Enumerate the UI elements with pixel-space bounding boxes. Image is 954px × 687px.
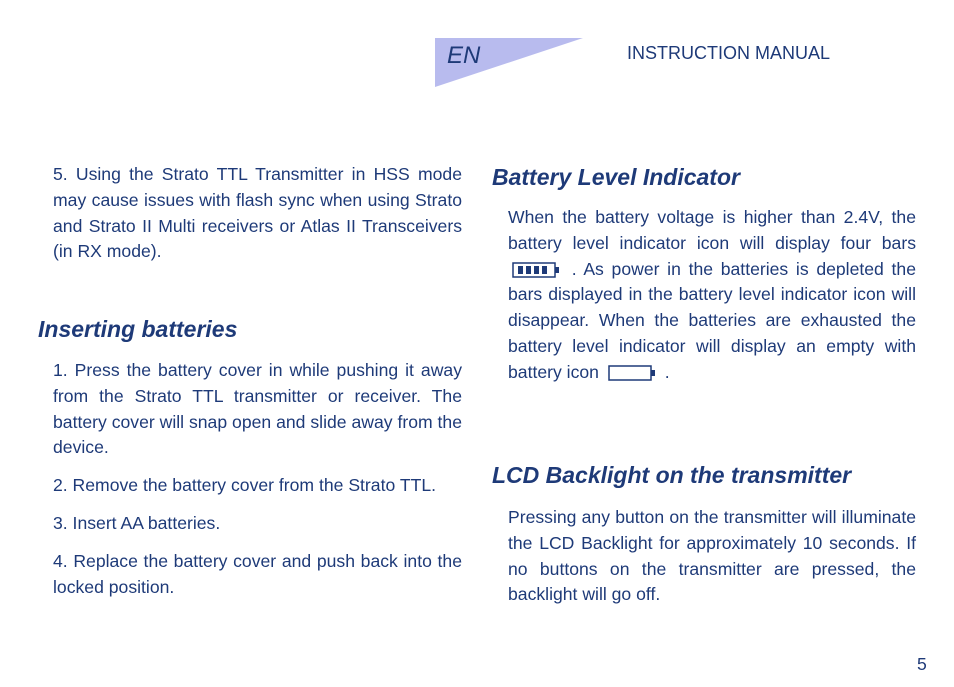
manual-title: INSTRUCTION MANUAL (627, 43, 831, 63)
steps-list (53, 358, 462, 600)
inserting-batteries-heading: Inserting batteries (38, 316, 238, 342)
language-tab (435, 38, 583, 87)
battery-level-heading: Battery Level Indicator (492, 164, 740, 190)
left-column (53, 162, 462, 265)
battery-text-part-1: When the battery voltage is higher than 2.4V, the battery level indicator icon will display four bars (508, 207, 916, 253)
battery-text-part-2: . As power in the batteries is depleted the bars displayed in the battery level indicator icon will disappear. When the batteries are exhausted the battery level indicator will display an empty with battery icon (508, 258, 916, 382)
note-5: 5. Using the Strato TTL Transmitter in HSS mode may cause issues with flash sync when using Strato and Strato II Multi receivers or Atlas II Transceivers (in RX mode). (53, 164, 462, 262)
step-4: 4. Replace the battery cover and push back into the locked position. (53, 550, 462, 597)
step-1: 1. Press the battery cover in while pushing it away from the Strato TTL transmitter or receiver. The battery cover will snap open and slide away from the device. (53, 360, 462, 458)
step-2: 2. Remove the battery cover from the Strato TTL. (53, 475, 436, 496)
battery-level-section (508, 205, 916, 386)
step-3: 3. Insert AA batteries. (53, 512, 221, 533)
battery-empty-icon (608, 364, 656, 382)
battery-level-text (508, 205, 916, 386)
lcd-backlight-section (508, 505, 916, 608)
lcd-backlight-text: Pressing any button on the transmitter will illuminate the LCD Backlight for approximately 10 seconds. If no buttons on the transmitter are pressed, the backlight will go off. (508, 507, 916, 605)
language-label: EN (447, 42, 481, 69)
page-number: 5 (917, 654, 927, 674)
battery-full-icon (512, 261, 560, 279)
battery-text-part-3: . (664, 361, 670, 382)
lcd-backlight-heading: LCD Backlight on the transmitter (492, 462, 852, 488)
